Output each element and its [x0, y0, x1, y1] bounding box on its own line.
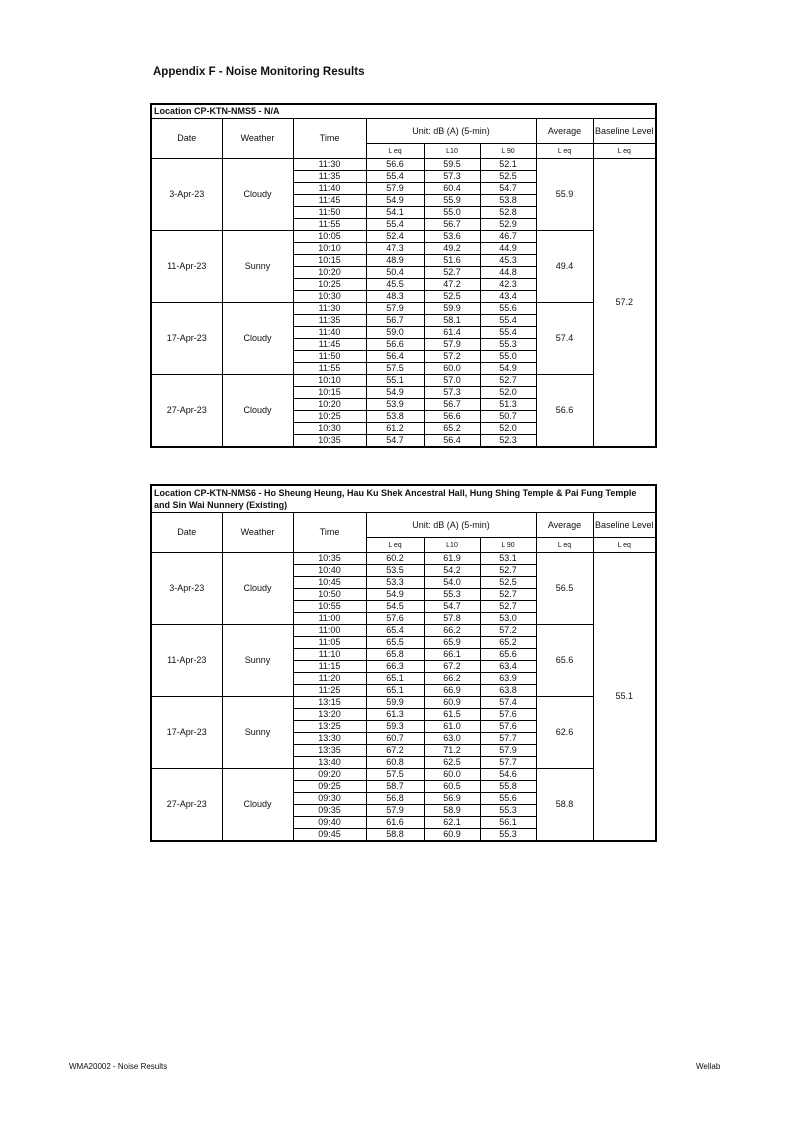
- time-cell: 10:25: [293, 411, 366, 423]
- leq-cell: 61.2: [366, 423, 424, 435]
- time-cell: 11:20: [293, 673, 366, 685]
- date-cell: 11-Apr-23: [151, 231, 222, 303]
- leq-cell: 48.9: [366, 255, 424, 267]
- l90-cell: 53.0: [480, 613, 536, 625]
- leq-cell: 65.4: [366, 625, 424, 637]
- leq-cell: 53.3: [366, 577, 424, 589]
- leq-cell: 61.6: [366, 817, 424, 829]
- time-cell: 13:40: [293, 757, 366, 769]
- l10-cell: 56.7: [424, 219, 480, 231]
- l90-cell: 52.9: [480, 219, 536, 231]
- l90-cell: 44.9: [480, 243, 536, 255]
- time-cell: 10:20: [293, 399, 366, 411]
- table-row: [151, 553, 656, 565]
- date-cell: 17-Apr-23: [151, 303, 222, 375]
- l10-cell: 60.0: [424, 363, 480, 375]
- l90-cell: 57.6: [480, 721, 536, 733]
- time-cell: 10:35: [293, 435, 366, 448]
- weather-cell: Cloudy: [222, 159, 293, 231]
- time-cell: 11:35: [293, 315, 366, 327]
- header-leq: [366, 538, 424, 553]
- header-baseline-leq-text: L eq: [617, 541, 631, 549]
- l90-cell: 54.7: [480, 183, 536, 195]
- l90-cell: 42.3: [480, 279, 536, 291]
- l10-cell: 53.6: [424, 231, 480, 243]
- date-cell: 11-Apr-23: [151, 625, 222, 697]
- l10-cell: 65.9: [424, 637, 480, 649]
- l10-cell: 56.6: [424, 411, 480, 423]
- table-row: [151, 375, 656, 387]
- l90-cell: 52.7: [480, 375, 536, 387]
- date-cell: 27-Apr-23: [151, 769, 222, 842]
- l90-cell: 56.1: [480, 817, 536, 829]
- time-cell: 09:30: [293, 793, 366, 805]
- table-row: [151, 303, 656, 315]
- l90-cell: 52.0: [480, 423, 536, 435]
- l90-cell: 57.7: [480, 733, 536, 745]
- noise-table-nms6: [150, 484, 657, 842]
- time-cell: 11:40: [293, 183, 366, 195]
- l90-cell: 52.8: [480, 207, 536, 219]
- leq-cell: 61.3: [366, 709, 424, 721]
- leq-cell: 54.1: [366, 207, 424, 219]
- l10-cell: 61.0: [424, 721, 480, 733]
- leq-cell: 55.1: [366, 375, 424, 387]
- header-time: Time: [293, 513, 366, 553]
- location-title: Location CP-KTN-NMS6 - Ho Sheung Heung, Hau Ku Shek Ancestral Hall, Hung Shing Temple & Pai Fung Temple and Sin Wai Nunnery (Existing): [151, 485, 656, 513]
- average-cell: 56.5: [536, 553, 593, 625]
- time-cell: 10:10: [293, 375, 366, 387]
- header-average-leq-text: L eq: [557, 541, 572, 549]
- l90-cell: 65.6: [480, 649, 536, 661]
- l10-cell: 66.2: [424, 625, 480, 637]
- leq-cell: 56.7: [366, 315, 424, 327]
- leq-cell: 47.3: [366, 243, 424, 255]
- leq-cell: 57.6: [366, 613, 424, 625]
- leq-cell: 60.8: [366, 757, 424, 769]
- l10-cell: 58.1: [424, 315, 480, 327]
- leq-cell: 65.5: [366, 637, 424, 649]
- weather-cell: Cloudy: [222, 553, 293, 625]
- leq-cell: 60.7: [366, 733, 424, 745]
- leq-cell: 66.3: [366, 661, 424, 673]
- l90-cell: 53.8: [480, 195, 536, 207]
- leq-cell: 53.8: [366, 411, 424, 423]
- leq-cell: 65.1: [366, 685, 424, 697]
- baseline-cell: 55.1: [593, 553, 656, 842]
- weather-cell: Cloudy: [222, 375, 293, 448]
- time-cell: 09:45: [293, 829, 366, 842]
- l90-cell: 43.4: [480, 291, 536, 303]
- time-cell: 13:15: [293, 697, 366, 709]
- table-row: [151, 769, 656, 781]
- leq-cell: 55.4: [366, 171, 424, 183]
- leq-cell: 53.5: [366, 565, 424, 577]
- l90-cell: 57.7: [480, 757, 536, 769]
- time-cell: 10:05: [293, 231, 366, 243]
- header-unit: Unit: dB (A) (5-min): [366, 119, 536, 144]
- l90-cell: 63.4: [480, 661, 536, 673]
- l10-cell: 67.2: [424, 661, 480, 673]
- time-cell: 13:35: [293, 745, 366, 757]
- l10-cell: 56.7: [424, 399, 480, 411]
- l10-cell: 52.7: [424, 267, 480, 279]
- time-cell: 09:40: [293, 817, 366, 829]
- header-leq-text: L eq: [388, 541, 402, 549]
- time-cell: 11:40: [293, 327, 366, 339]
- location-title: Location CP-KTN-NMS5 - N/A: [151, 104, 656, 119]
- l10-cell: 60.5: [424, 781, 480, 793]
- header-l10-text: L10: [446, 541, 458, 549]
- l10-cell: 54.7: [424, 601, 480, 613]
- leq-cell: 56.8: [366, 793, 424, 805]
- l90-cell: 54.9: [480, 363, 536, 375]
- time-cell: 10:10: [293, 243, 366, 255]
- time-cell: 11:30: [293, 303, 366, 315]
- leq-cell: 48.3: [366, 291, 424, 303]
- table-row: [151, 159, 656, 171]
- time-cell: 09:20: [293, 769, 366, 781]
- l90-cell: 54.6: [480, 769, 536, 781]
- l90-cell: 52.5: [480, 577, 536, 589]
- l10-cell: 58.9: [424, 805, 480, 817]
- l10-cell: 62.5: [424, 757, 480, 769]
- date-cell: 3-Apr-23: [151, 553, 222, 625]
- l90-cell: 63.8: [480, 685, 536, 697]
- time-cell: 13:30: [293, 733, 366, 745]
- header-date: Date: [151, 513, 222, 553]
- l10-cell: 63.0: [424, 733, 480, 745]
- leq-cell: 56.6: [366, 159, 424, 171]
- time-cell: 10:50: [293, 589, 366, 601]
- l10-cell: 57.3: [424, 387, 480, 399]
- time-cell: 11:55: [293, 219, 366, 231]
- leq-cell: 58.8: [366, 829, 424, 842]
- l90-cell: 55.0: [480, 351, 536, 363]
- average-cell: 57.4: [536, 303, 593, 375]
- l90-cell: 63.9: [480, 673, 536, 685]
- header-time: Time: [293, 119, 366, 159]
- page-title: Appendix F - Noise Monitoring Results: [153, 66, 365, 78]
- leq-cell: 54.7: [366, 435, 424, 448]
- l90-cell: 55.3: [480, 829, 536, 842]
- l10-cell: 71.2: [424, 745, 480, 757]
- time-cell: 11:25: [293, 685, 366, 697]
- average-cell: 62.6: [536, 697, 593, 769]
- l10-cell: 60.9: [424, 829, 480, 842]
- leq-cell: 54.9: [366, 589, 424, 601]
- l10-cell: 54.0: [424, 577, 480, 589]
- average-cell: 65.6: [536, 625, 593, 697]
- header-baseline: Baseline Level: [593, 513, 656, 538]
- leq-cell: 59.3: [366, 721, 424, 733]
- time-cell: 11:45: [293, 195, 366, 207]
- l10-cell: 61.9: [424, 553, 480, 565]
- l90-cell: 52.7: [480, 565, 536, 577]
- l10-cell: 55.9: [424, 195, 480, 207]
- leq-cell: 65.8: [366, 649, 424, 661]
- average-cell: 55.9: [536, 159, 593, 231]
- leq-cell: 67.2: [366, 745, 424, 757]
- l10-cell: 60.0: [424, 769, 480, 781]
- l10-cell: 65.2: [424, 423, 480, 435]
- leq-cell: 52.4: [366, 231, 424, 243]
- time-cell: 11:00: [293, 625, 366, 637]
- l90-cell: 50.7: [480, 411, 536, 423]
- l90-cell: 52.5: [480, 171, 536, 183]
- leq-cell: 65.1: [366, 673, 424, 685]
- l10-cell: 56.9: [424, 793, 480, 805]
- header-average-leq: [536, 538, 593, 553]
- l90-cell: 55.4: [480, 327, 536, 339]
- time-cell: 11:50: [293, 351, 366, 363]
- average-cell: 49.4: [536, 231, 593, 303]
- header-baseline-leq: [593, 538, 656, 553]
- footer-left: WMA20002 - Noise Results: [69, 1062, 168, 1071]
- leq-cell: 56.4: [366, 351, 424, 363]
- l90-cell: 46.7: [480, 231, 536, 243]
- header-unit: Unit: dB (A) (5-min): [366, 513, 536, 538]
- l10-cell: 57.0: [424, 375, 480, 387]
- leq-cell: 54.9: [366, 195, 424, 207]
- l90-cell: 55.4: [480, 315, 536, 327]
- time-cell: 09:25: [293, 781, 366, 793]
- weather-cell: Cloudy: [222, 769, 293, 842]
- noise-table-nms5: [150, 103, 657, 448]
- leq-cell: 57.5: [366, 769, 424, 781]
- header-weather: Weather: [222, 119, 293, 159]
- leq-cell: 50.4: [366, 267, 424, 279]
- leq-cell: 59.9: [366, 697, 424, 709]
- leq-cell: 60.2: [366, 553, 424, 565]
- table-row: [151, 697, 656, 709]
- header-baseline-leq: [593, 144, 656, 159]
- time-cell: 11:00: [293, 613, 366, 625]
- date-cell: 27-Apr-23: [151, 375, 222, 448]
- l10-cell: 57.3: [424, 171, 480, 183]
- weather-cell: Sunny: [222, 231, 293, 303]
- header-l90-text: L 90: [501, 541, 515, 549]
- l10-cell: 62.1: [424, 817, 480, 829]
- l90-cell: 44.8: [480, 267, 536, 279]
- header-average: Average: [536, 513, 593, 538]
- l10-cell: 51.6: [424, 255, 480, 267]
- time-cell: 11:15: [293, 661, 366, 673]
- table-row: [151, 625, 656, 637]
- header-baseline: Baseline Level: [593, 119, 656, 144]
- header-l90: [480, 144, 536, 159]
- l90-cell: 55.8: [480, 781, 536, 793]
- leq-cell: 56.6: [366, 339, 424, 351]
- l90-cell: 52.3: [480, 435, 536, 448]
- l90-cell: 52.7: [480, 601, 536, 613]
- leq-cell: 55.4: [366, 219, 424, 231]
- l90-cell: 53.1: [480, 553, 536, 565]
- leq-cell: 57.9: [366, 805, 424, 817]
- l10-cell: 66.2: [424, 673, 480, 685]
- l10-cell: 54.2: [424, 565, 480, 577]
- average-cell: 56.6: [536, 375, 593, 448]
- leq-cell: 54.5: [366, 601, 424, 613]
- l10-cell: 49.2: [424, 243, 480, 255]
- time-cell: 09:35: [293, 805, 366, 817]
- weather-cell: Cloudy: [222, 303, 293, 375]
- weather-cell: Sunny: [222, 697, 293, 769]
- header-weather: Weather: [222, 513, 293, 553]
- l90-cell: 57.2: [480, 625, 536, 637]
- l10-cell: 56.4: [424, 435, 480, 448]
- time-cell: 13:20: [293, 709, 366, 721]
- leq-cell: 58.7: [366, 781, 424, 793]
- l10-cell: 66.1: [424, 649, 480, 661]
- l90-cell: 55.3: [480, 805, 536, 817]
- time-cell: 11:45: [293, 339, 366, 351]
- header-leq: [366, 144, 424, 159]
- l10-cell: 57.8: [424, 613, 480, 625]
- time-cell: 11:35: [293, 171, 366, 183]
- l90-cell: 45.3: [480, 255, 536, 267]
- l90-cell: 51.3: [480, 399, 536, 411]
- l10-cell: 55.3: [424, 589, 480, 601]
- l90-cell: 57.6: [480, 709, 536, 721]
- time-cell: 13:25: [293, 721, 366, 733]
- date-cell: 17-Apr-23: [151, 697, 222, 769]
- header-l10: [424, 144, 480, 159]
- header-average-leq: [536, 144, 593, 159]
- leq-cell: 57.9: [366, 183, 424, 195]
- baseline-cell: 57.2: [593, 159, 656, 448]
- time-cell: 10:15: [293, 387, 366, 399]
- time-cell: 10:15: [293, 255, 366, 267]
- header-l90: [480, 538, 536, 553]
- time-cell: 10:30: [293, 423, 366, 435]
- header-baseline-leq-text: L eq: [617, 147, 631, 155]
- header-leq-text: L eq: [388, 147, 402, 155]
- time-cell: 11:30: [293, 159, 366, 171]
- time-cell: 10:30: [293, 291, 366, 303]
- l10-cell: 66.9: [424, 685, 480, 697]
- l10-cell: 57.2: [424, 351, 480, 363]
- leq-cell: 57.9: [366, 303, 424, 315]
- time-cell: 10:40: [293, 565, 366, 577]
- l10-cell: 52.5: [424, 291, 480, 303]
- time-cell: 11:10: [293, 649, 366, 661]
- header-date: Date: [151, 119, 222, 159]
- header-l90-text: L 90: [501, 147, 515, 155]
- l90-cell: 55.3: [480, 339, 536, 351]
- l10-cell: 57.9: [424, 339, 480, 351]
- table-row: [151, 231, 656, 243]
- leq-cell: 53.9: [366, 399, 424, 411]
- header-l10: [424, 538, 480, 553]
- l10-cell: 55.0: [424, 207, 480, 219]
- time-cell: 11:50: [293, 207, 366, 219]
- l10-cell: 47.2: [424, 279, 480, 291]
- l90-cell: 57.9: [480, 745, 536, 757]
- time-cell: 10:20: [293, 267, 366, 279]
- header-average-leq-text: L eq: [557, 147, 572, 155]
- header-l10-text: L10: [446, 147, 458, 155]
- l90-cell: 52.1: [480, 159, 536, 171]
- l10-cell: 61.5: [424, 709, 480, 721]
- time-cell: 11:05: [293, 637, 366, 649]
- l10-cell: 60.9: [424, 697, 480, 709]
- time-cell: 10:55: [293, 601, 366, 613]
- time-cell: 10:45: [293, 577, 366, 589]
- header-average: Average: [536, 119, 593, 144]
- time-cell: 10:35: [293, 553, 366, 565]
- l90-cell: 52.0: [480, 387, 536, 399]
- l10-cell: 60.4: [424, 183, 480, 195]
- l90-cell: 52.7: [480, 589, 536, 601]
- l90-cell: 55.6: [480, 793, 536, 805]
- l10-cell: 59.9: [424, 303, 480, 315]
- l90-cell: 57.4: [480, 697, 536, 709]
- footer-right: Wellab: [696, 1062, 721, 1071]
- weather-cell: Sunny: [222, 625, 293, 697]
- time-cell: 11:55: [293, 363, 366, 375]
- l10-cell: 61.4: [424, 327, 480, 339]
- l90-cell: 55.6: [480, 303, 536, 315]
- average-cell: 58.8: [536, 769, 593, 842]
- l90-cell: 65.2: [480, 637, 536, 649]
- leq-cell: 59.0: [366, 327, 424, 339]
- time-cell: 10:25: [293, 279, 366, 291]
- leq-cell: 57.5: [366, 363, 424, 375]
- leq-cell: 45.5: [366, 279, 424, 291]
- leq-cell: 54.9: [366, 387, 424, 399]
- date-cell: 3-Apr-23: [151, 159, 222, 231]
- l10-cell: 59.5: [424, 159, 480, 171]
